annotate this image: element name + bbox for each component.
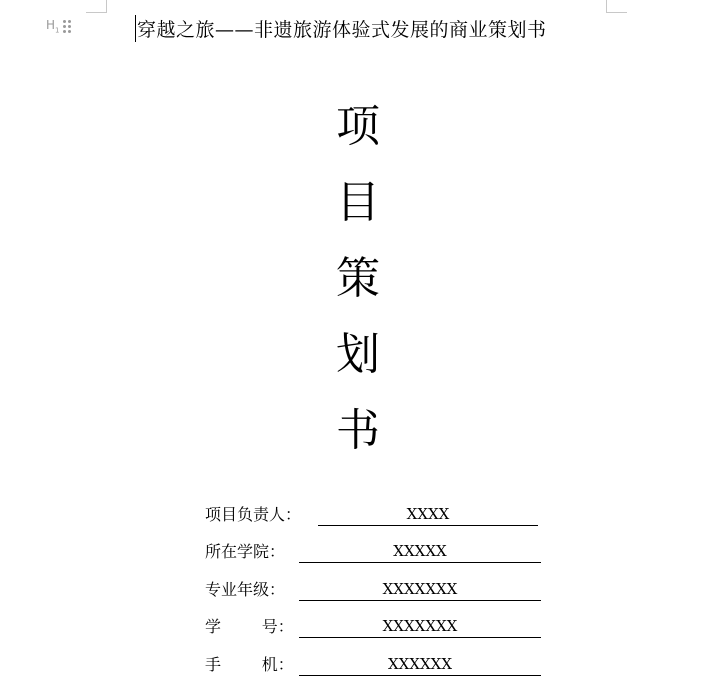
document-heading[interactable]: 穿越之旅——非遗旅游体验式发展的商业策划书	[137, 19, 547, 41]
text-cursor	[135, 15, 136, 42]
info-row-college	[205, 539, 543, 563]
cover-title[interactable]	[330, 90, 386, 470]
info-row-student-id	[205, 614, 543, 638]
drag-handle-icon[interactable]	[63, 20, 71, 33]
info-label: 项目负责人：	[205, 505, 302, 524]
info-value[interactable]: XXXXX	[299, 540, 541, 563]
info-label: 学 号：	[205, 617, 294, 636]
info-label: 专业年级：	[205, 580, 286, 599]
info-row-major-grade	[205, 577, 543, 601]
info-value[interactable]: XXXXXXX	[299, 578, 541, 601]
cover-title-char: 目	[336, 177, 380, 228]
heading-level-marker[interactable]	[46, 18, 71, 34]
cover-title-char: 策	[336, 253, 380, 304]
cover-title-char: 划	[336, 329, 380, 380]
crop-mark-top-right	[606, 0, 627, 13]
heading-level-icon: $H_1$	[46, 18, 60, 35]
info-row-project-lead	[205, 502, 540, 526]
cover-title-char: 项	[336, 101, 380, 152]
info-label: 所在学院：	[205, 542, 286, 561]
crop-mark-top-left	[86, 0, 107, 13]
info-value[interactable]: XXXXXXX	[299, 615, 541, 638]
info-label: 手 机：	[205, 655, 294, 674]
info-row-phone	[205, 652, 543, 676]
info-value[interactable]: XXXXXX	[299, 653, 541, 676]
info-value[interactable]: XXXX	[318, 503, 538, 526]
cover-title-char: 书	[336, 405, 380, 456]
